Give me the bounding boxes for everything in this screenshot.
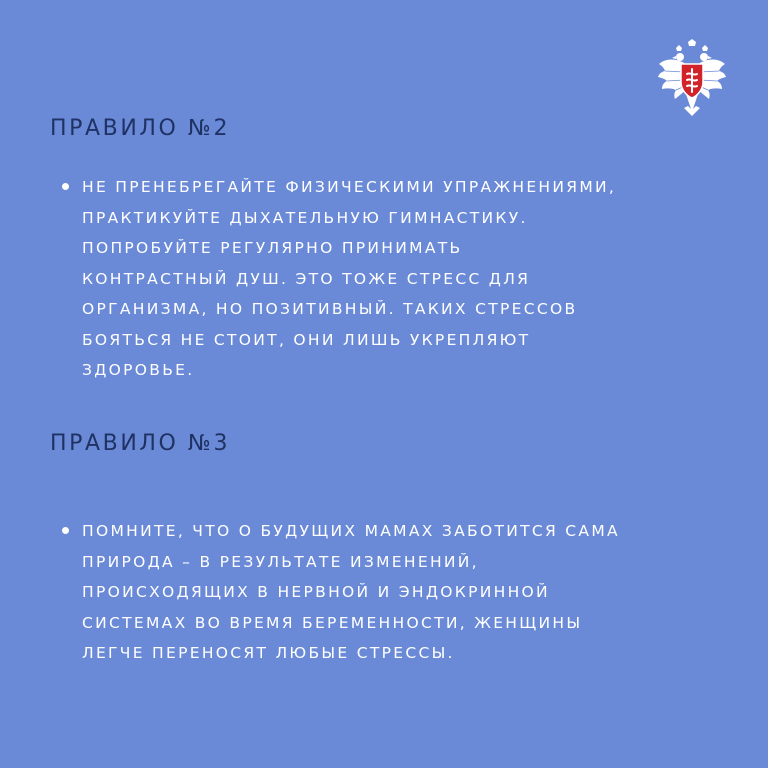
rule-2-line: ОРГАНИЗМА, НО ПОЗИТИВНЫЙ. ТАКИХ СТРЕССОВ [82,300,578,318]
list-item [62,172,742,386]
rule-3-title: ПРАВИЛО №3 [50,431,231,456]
double-headed-eagle-emblem-icon [656,38,728,118]
rule-2-line: ПРАКТИКУЙТЕ ДЫХАТЕЛЬНУЮ ГИМНАСТИКУ. [82,208,528,227]
rule-2-line: КОНТРАСТНЫЙ ДУШ. ЭТО ТОЖЕ СТРЕСС ДЛЯ [82,269,531,288]
rule-2-line: ЗДОРОВЬЕ. [82,361,195,379]
rule-2-line: БОЯТЬСЯ НЕ СТОИТ, ОНИ ЛИШЬ УКРЕПЛЯЮТ [82,330,531,349]
rule-3-list [62,516,742,669]
rule-3-line: ПРИРОДА – В РЕЗУЛЬТАТЕ ИЗМЕНЕНИЙ, [82,552,479,571]
rule-3-line: ПРОИСХОДЯЩИХ В НЕРВНОЙ И ЭНДОКРИННОЙ [82,583,550,601]
rule-2-line: НЕ ПРЕНЕБРЕГАЙТЕ ФИЗИЧЕСКИМИ УПРАЖНЕНИЯМИ, [82,178,617,196]
rule-3-line: ПОМНИТЕ, ЧТО О БУДУЩИХ МАМАХ ЗАБОТИТСЯ САМА [82,522,620,540]
list-item [62,516,742,669]
rule-2-title: ПРАВИЛО №2 [50,116,231,141]
rule-3-line: ЛЕГЧЕ ПЕРЕНОСЯТ ЛЮБЫЕ СТРЕССЫ. [82,644,455,662]
rule-3-line: СИСТЕМАХ ВО ВРЕМЯ БЕРЕМЕННОСТИ, ЖЕНЩИНЫ [82,613,583,632]
rule-2-list [62,172,742,386]
rule-2-line: ПОПРОБУЙТЕ РЕГУЛЯРНО ПРИНИМАТЬ [82,239,463,257]
bullet-icon [62,183,69,190]
bullet-icon [62,527,69,534]
